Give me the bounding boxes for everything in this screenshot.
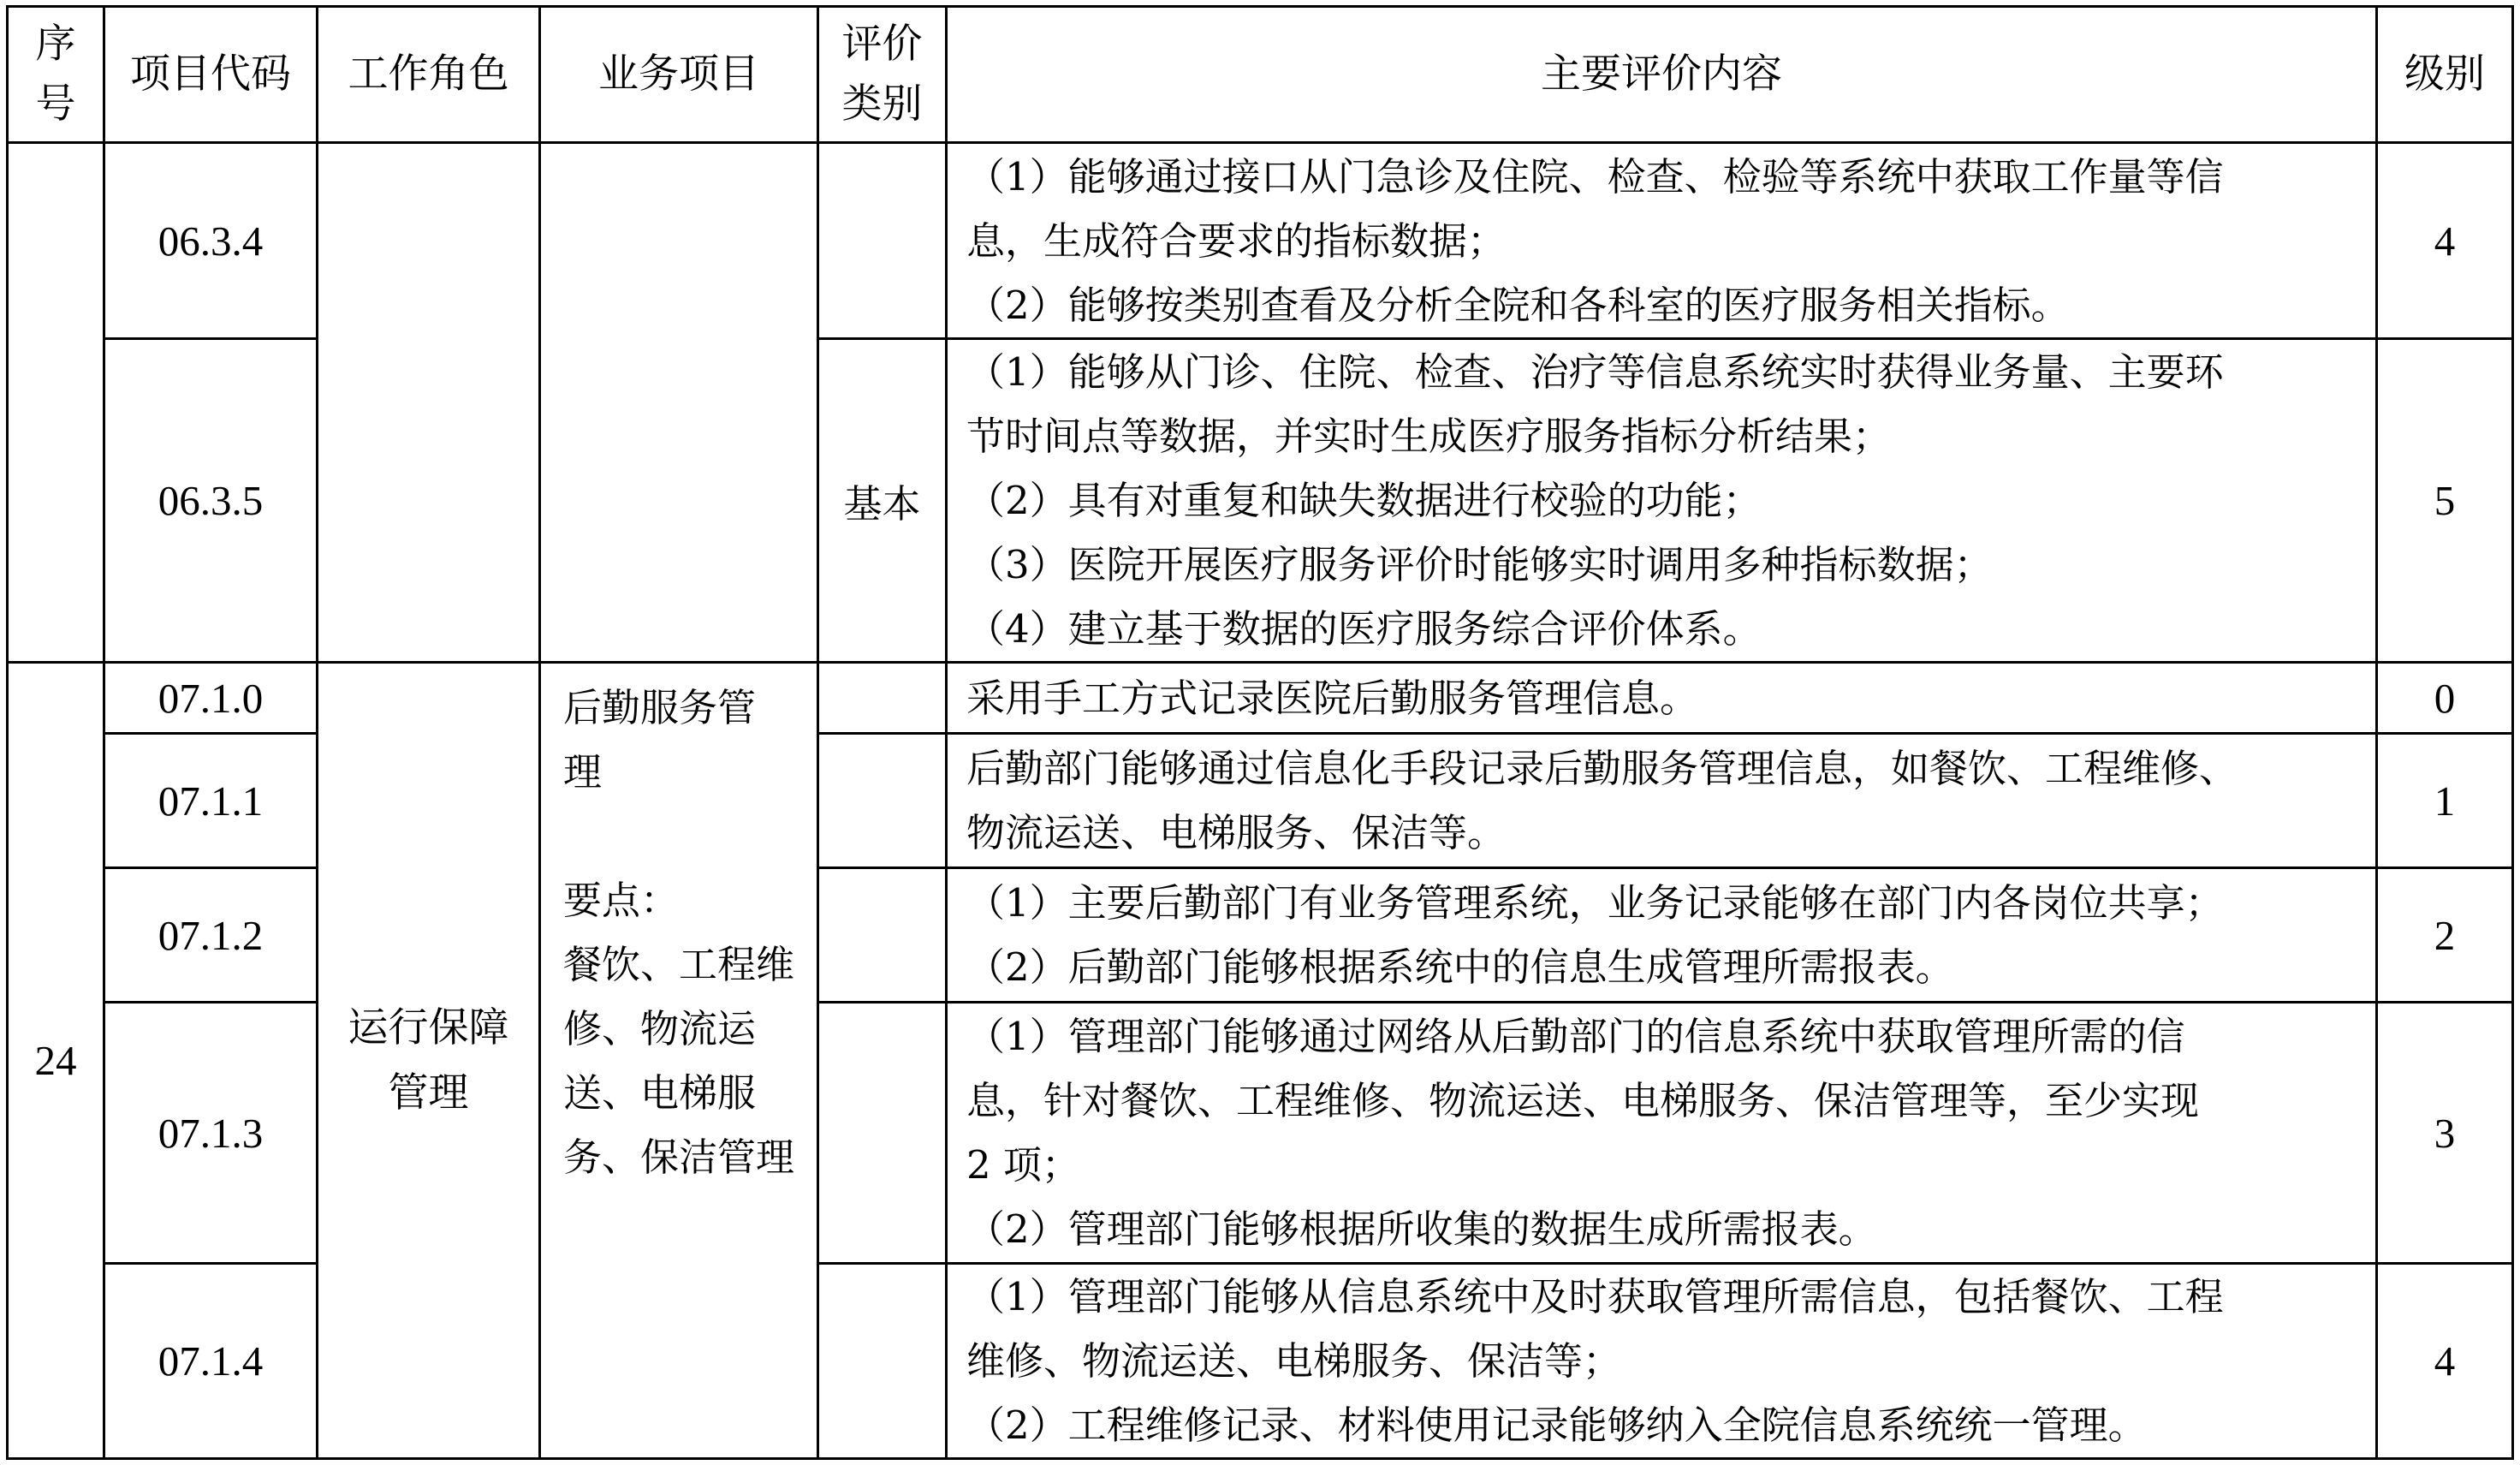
category-cell [818, 868, 947, 1003]
category-cell: 基本 [818, 339, 947, 663]
evaluation-content: 采用手工方式记录医院后勤服务管理信息。 [947, 663, 2377, 734]
header-content: 主要评价内容 [947, 7, 2377, 143]
level-value: 2 [2377, 868, 2513, 1003]
header-row [8, 7, 2513, 143]
category-cell [818, 1003, 947, 1264]
level-value: 4 [2377, 143, 2513, 339]
evaluation-content: 后勤部门能够通过信息化手段记录后勤服务管理信息，如餐饮、工程维修、 物流运送、电梯服务、保洁等。 [947, 734, 2377, 868]
level-value: 1 [2377, 734, 2513, 868]
project-code: 07.1.0 [104, 663, 318, 734]
header-business: 业务项目 [540, 7, 818, 143]
category-cell [818, 663, 947, 734]
evaluation-sheet [6, 5, 2514, 1460]
evaluation-content: （1）能够从门诊、住院、检查、治疗等信息系统实时获得业务量、主要环 节时间点等数据，并实时生成医疗服务指标分析结果； （2）具有对重复和缺失数据进行校验的功能； （3）医院开展医疗服务评价时能够实时调用多种指标数据； （4）建立基于数据的医疗服务综合评价体系。 [947, 339, 2377, 663]
level-value: 5 [2377, 339, 2513, 663]
table-row [8, 143, 2513, 339]
seq-cell-empty [8, 143, 104, 663]
header-role: 工作角色 [318, 7, 540, 143]
evaluation-content: （1）主要后勤部门有业务管理系统，业务记录能够在部门内各岗位共享； （2）后勤部门能够根据系统中的信息生成管理所需报表。 [947, 868, 2377, 1003]
project-code: 07.1.4 [104, 1264, 318, 1459]
project-code: 06.3.5 [104, 339, 318, 663]
business-cell-empty [540, 143, 818, 663]
level-value: 4 [2377, 1264, 2513, 1459]
header-category: 评价 类别 [818, 7, 947, 143]
evaluation-content: （1）管理部门能够通过网络从后勤部门的信息系统中获取管理所需的信 息，针对餐饮、工程维修、物流运送、电梯服务、保洁管理等，至少实现 2 项； （2）管理部门能够根据所收集的数据生成所需报表。 [947, 1003, 2377, 1264]
header-seq: 序 号 [8, 7, 104, 143]
role-cell-empty [318, 143, 540, 663]
table-row [8, 663, 2513, 734]
level-value: 3 [2377, 1003, 2513, 1264]
project-code: 06.3.4 [104, 143, 318, 339]
project-code: 07.1.3 [104, 1003, 318, 1264]
project-code: 07.1.2 [104, 868, 318, 1003]
category-cell [818, 143, 947, 339]
project-code: 07.1.1 [104, 734, 318, 868]
category-cell [818, 1264, 947, 1459]
evaluation-content: （1）管理部门能够从信息系统中及时获取管理所需信息，包括餐饮、工程 维修、物流运送、电梯服务、保洁等； （2）工程维修记录、材料使用记录能够纳入全院信息系统统一管理。 [947, 1264, 2377, 1459]
header-level: 级别 [2377, 7, 2513, 143]
category-cell [818, 734, 947, 868]
header-code: 项目代码 [104, 7, 318, 143]
evaluation-table [6, 5, 2514, 1460]
seq-number: 24 [8, 663, 104, 1459]
level-value: 0 [2377, 663, 2513, 734]
business-project-cell: 后勤服务管 理 要点： 餐饮、工程维 修、物流运 送、电梯服 务、保洁管理 [540, 663, 818, 1459]
role-cell: 运行保障 管理 [318, 663, 540, 1459]
evaluation-content: （1）能够通过接口从门急诊及住院、检查、检验等系统中获取工作量等信 息，生成符合要求的指标数据； （2）能够按类别查看及分析全院和各科室的医疗服务相关指标。 [947, 143, 2377, 339]
